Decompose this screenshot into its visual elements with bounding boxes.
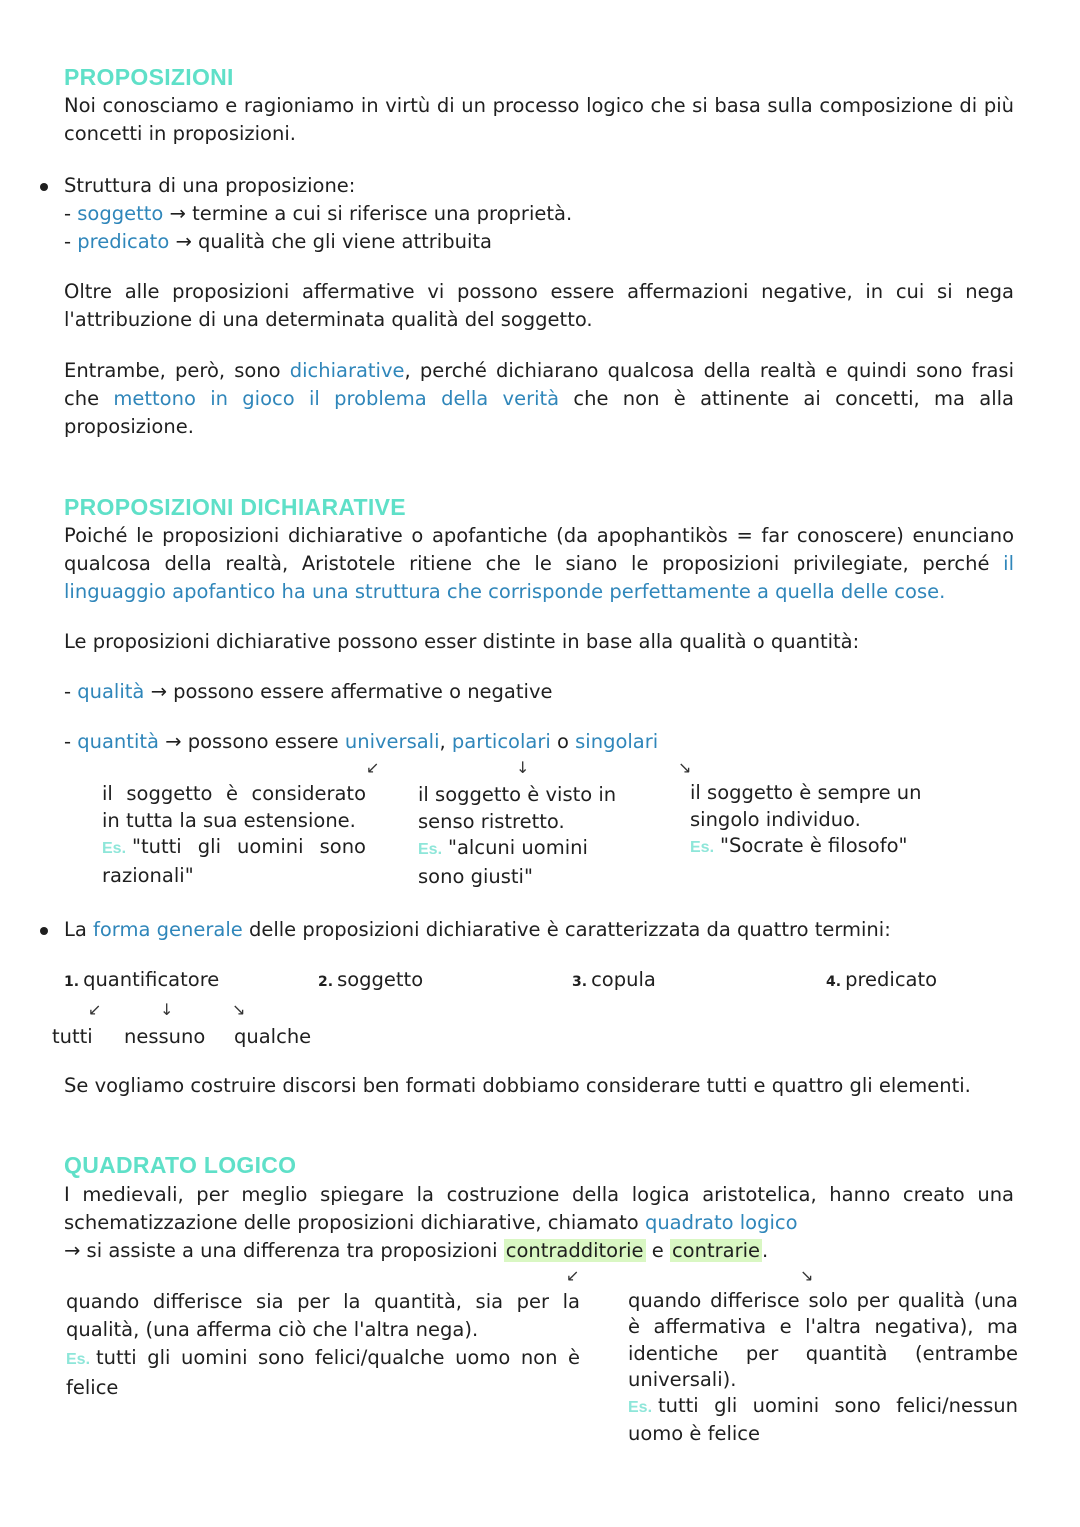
term-soggetto (318, 966, 423, 996)
paragraph-apofantiche (64, 522, 1014, 606)
paragraph-distinzione: Le proposizioni dichiarative possono esser distinte in base alla qualità o quantità: (64, 630, 860, 653)
example-label: Es. (102, 840, 127, 857)
highlight-verita: mettono in gioco il problema della verità (113, 387, 560, 410)
text-run: delle proposizioni dichiarative è caratterizzata da quattro termini: (242, 918, 891, 941)
column-particolari-text: il soggetto è visto in senso ristretto. (418, 783, 617, 833)
example-label: Es. (690, 839, 715, 856)
arrow-right-icon: → (169, 202, 186, 225)
term-number: 4. (826, 974, 842, 990)
section-title-dichiarative: PROPOSIZIONI DICHIARATIVE (64, 494, 406, 520)
dash-glyph: - (64, 680, 72, 703)
term-predicato (826, 966, 937, 996)
arrow-down-icon: ↓ (516, 758, 530, 777)
column-universali-example: "tutti gli uomini sono razionali" (102, 835, 366, 887)
structure-item-predicato (64, 228, 492, 256)
column-contraddittorie (66, 1288, 580, 1402)
column-singolari-example: "Socrate è filosofo" (720, 834, 908, 857)
column-contrarie-example: tutti gli uomini sono felici/nessun uomo è felice (628, 1394, 1018, 1446)
term-number: 3. (572, 974, 588, 990)
example-label: Es. (66, 1351, 91, 1368)
term-number: 1. (64, 974, 80, 990)
text-run: Entrambe, però, sono (64, 359, 290, 382)
structure-item-soggetto (64, 200, 572, 228)
def-predicato: qualità che gli viene attribuita (198, 230, 492, 253)
arrow-down-left-icon: ↙ (88, 1000, 102, 1019)
example-label: Es. (628, 1399, 653, 1417)
column-particolari (418, 782, 640, 890)
def-qualita: possono essere affermative o negative (173, 680, 553, 703)
arrow-down-right-icon: ↘ (800, 1266, 814, 1285)
highlight-linguaggio: il linguaggio apofantico ha una struttura che corrisponde perfettamente a quella delle cose. (64, 552, 1014, 603)
term-dichiarative: dichiarative (289, 359, 405, 382)
arrow-down-icon: ↓ (160, 1000, 174, 1019)
text-run: , perché dichiarano qualcosa della realtà e quindi sono frasi che (64, 359, 1014, 410)
term-forma-generale: forma generale (93, 918, 243, 941)
term-quantita: quantità (77, 730, 159, 753)
section-title-proposizioni: PROPOSIZIONI (64, 64, 234, 90)
term-label: copula (591, 968, 656, 991)
term-particolari: particolari (451, 730, 551, 753)
term-soggetto: soggetto (77, 202, 164, 225)
dash-glyph: - (64, 202, 72, 225)
text-run: I medievali, per meglio spiegare la costruzione della logica aristotelica, hanno creato una schematizzazione delle proposizioni dichiarative, chiamato (64, 1183, 1014, 1234)
term-universali: universali (344, 730, 440, 753)
column-universali (102, 781, 366, 889)
section-title-quadrato: QUADRATO LOGICO (64, 1152, 297, 1178)
quantifier-qualche: qualche (234, 1025, 312, 1048)
arrow-right-icon: → (165, 730, 182, 753)
highlight-contraddittorie: contradditorie (505, 1239, 644, 1262)
text-run: La (64, 918, 94, 941)
column-singolari (690, 780, 960, 862)
text-run: che non è attinente ai concetti, ma alla proposizione. (64, 387, 1015, 438)
term-number: 2. (318, 974, 334, 990)
column-contrarie-text: quando differisce solo per qualità (una è affermativa e l'altra negativa), ma identiche per quantità (entrambe universali). (628, 1289, 1018, 1391)
arrow-down-right-icon: ↘ (232, 1000, 246, 1019)
quantifier-tutti: tutti (52, 1025, 93, 1048)
term-qualita: qualità (77, 680, 145, 703)
arrow-right-icon: → (175, 230, 192, 253)
item-quantita: - quantità → possono essere universali, particolari o singolari (64, 730, 659, 753)
term-label: quantificatore (83, 968, 220, 991)
def-soggetto: termine a cui si riferisce una proprietà. (192, 202, 573, 225)
paragraph-dichiarative (64, 357, 1014, 441)
term-copula (572, 966, 656, 996)
paragraph-medievali (64, 1181, 1014, 1237)
paragraph-closing: Se vogliamo costruire discorsi ben formati dobbiamo considerare tutti e quattro gli elementi. (64, 1074, 971, 1097)
item-qualita (64, 678, 552, 706)
dash-glyph: - (64, 230, 72, 253)
dash-glyph: - (64, 730, 72, 753)
arrow-down-right-icon: ↘ (678, 758, 692, 777)
paragraph-forma-generale (64, 916, 1014, 944)
term-quadrato-logico: quadrato logico (644, 1211, 798, 1234)
arrow-down-left-icon: ↙ (366, 758, 380, 777)
term-label: predicato (845, 968, 938, 991)
term-singolari: singolari (575, 730, 659, 753)
column-contraddittorie-example: tutti gli uomini sono felici/qualche uomo non è felice (66, 1346, 580, 1399)
arrow-right-icon: → (64, 1239, 81, 1262)
column-contrarie (628, 1288, 1018, 1448)
quantifier-nessuno: nessuno (124, 1025, 206, 1048)
term-quantificatore (64, 966, 219, 996)
column-contraddittorie-text: quando differisce sia per la quantità, sia per la qualità, (una afferma ciò che l'altra nega). (66, 1290, 580, 1341)
paragraph-negative: Oltre alle proposizioni affermative vi possono essere affermazioni negative, in cui si nega l'attribuzione di una determinata qualità del soggetto. (64, 280, 1014, 331)
quantita-pre: possono essere (187, 730, 345, 753)
term-label: soggetto (337, 968, 424, 991)
arrow-right-icon: → (150, 680, 167, 703)
structure-label: Struttura di una proposizione: (64, 174, 356, 197)
paragraph-differenza: → si assiste a una differenza tra proposizioni contradditorie e contrarie . (64, 1239, 769, 1262)
column-universali-text: il soggetto è considerato in tutta la sua estensione. (102, 782, 366, 832)
word-e: e (651, 1239, 664, 1262)
arrow-down-left-icon: ↙ (566, 1266, 580, 1285)
text-run: si assiste a una differenza tra proposizioni (86, 1239, 504, 1262)
column-singolari-text: il soggetto è sempre un singolo individuo. (690, 781, 922, 831)
bullet-icon (40, 183, 48, 191)
bullet-icon (40, 927, 48, 935)
word-o: o (557, 730, 569, 753)
text-run: Poiché le proposizioni dichiarative o apofantiche (da apophantikòs = far conoscere) enunciano qualcosa della realtà, Aristotele ritiene che le siano le proposizioni privilegiate, perché (64, 524, 1014, 575)
example-label: Es. (418, 841, 443, 858)
intro-paragraph: Noi conosciamo e ragioniamo in virtù di un processo logico che si basa sulla composizione di più concetti in proposizioni. (64, 94, 1014, 145)
highlight-contrarie: contrarie (671, 1239, 761, 1262)
column-particolari-example: "alcuni uomini sono giusti" (418, 836, 588, 888)
term-predicato: predicato (77, 230, 170, 253)
